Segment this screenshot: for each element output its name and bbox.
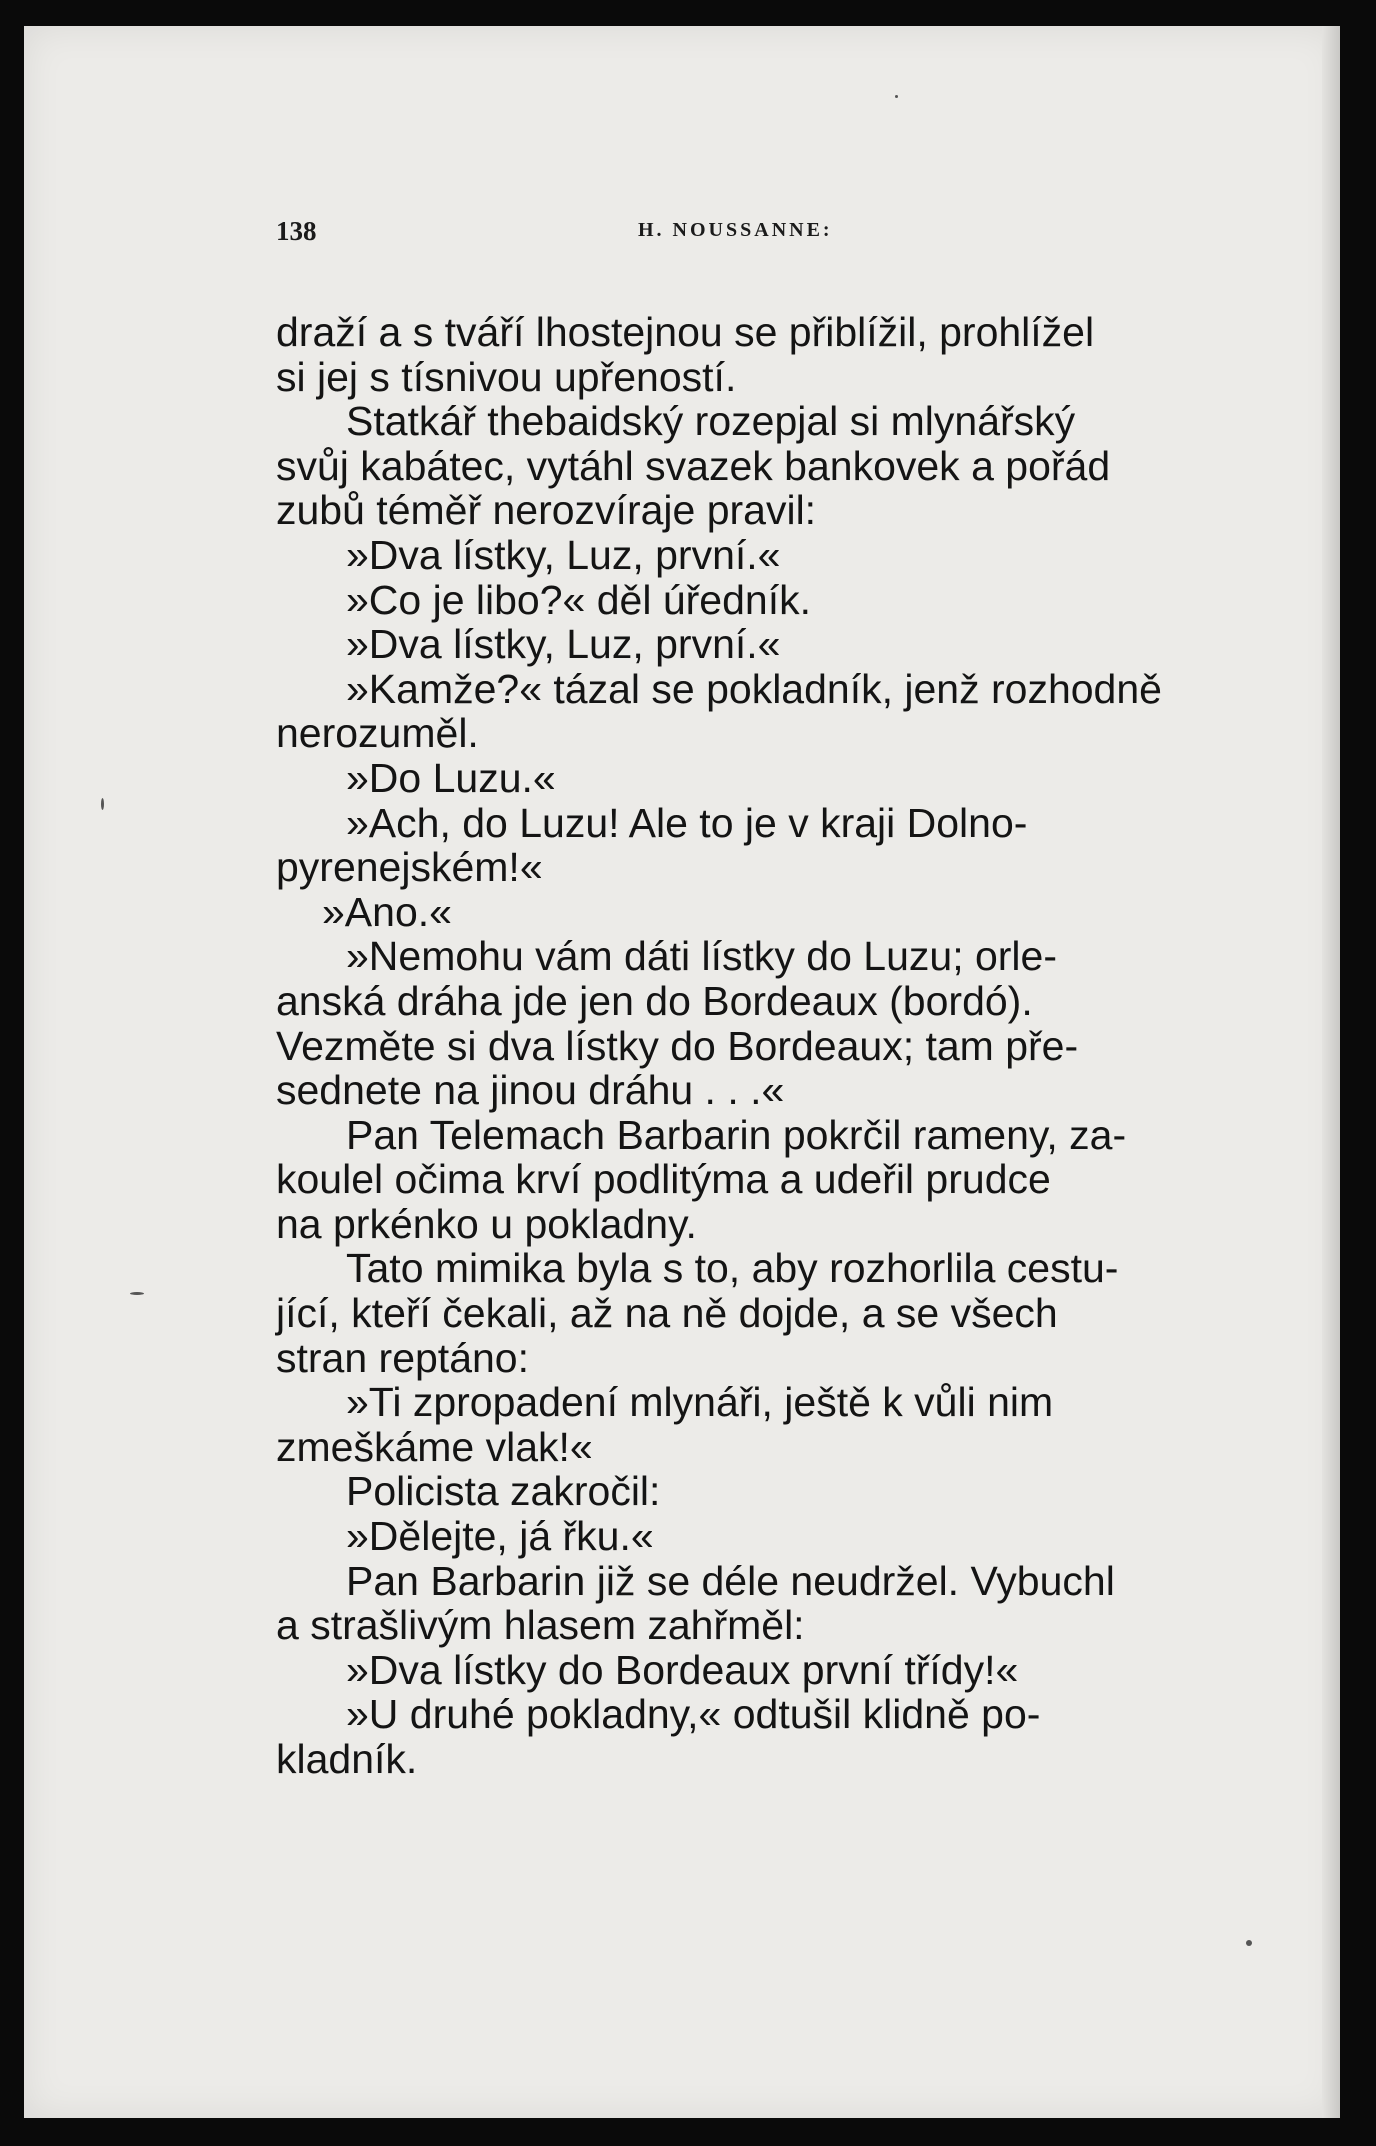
text-line: koulel očima krví podlitýma a udeřil prudce	[276, 1156, 1051, 1203]
body-text	[276, 310, 1246, 1782]
running-head: H. NOUSSANNE:	[638, 219, 833, 241]
text-line: Pan Barbarin již se déle neudržel. Vybuchl	[346, 1557, 1115, 1604]
text-line: draží a s tváří lhostejnou se přiblížil, prohlížel	[276, 309, 1095, 355]
text-line: a strašlivým hlasem zahřměl:	[276, 1602, 805, 1649]
text-line: »Ano.«	[322, 888, 452, 935]
text-line: kladník.	[276, 1736, 418, 1782]
text-line: »U druhé pokladny,« odtušil klidně po-	[346, 1691, 1041, 1738]
page-number: 138	[276, 216, 317, 246]
text-line: zmeškáme vlak!«	[276, 1423, 593, 1470]
text-line: Pan Telemach Barbarin pokrčil rameny, za-	[346, 1111, 1127, 1158]
text-line: »Co je libo?« děl úředník.	[346, 576, 811, 623]
text-line: na prkénko u pokladny.	[276, 1200, 697, 1247]
text-line: stran reptáno:	[276, 1334, 529, 1381]
text-line: jící, kteří čekali, až na ně dojde, a se všech	[276, 1290, 1058, 1337]
text-line: »Dva lístky, Luz, první.«	[346, 621, 781, 668]
text-line: zubů téměř nerozvíraje pravil:	[276, 487, 817, 534]
text-line: »Dva lístky, Luz, první.«	[346, 531, 781, 578]
text-line: »Ach, do Luzu! Ale to je v kraji Dolno-	[346, 799, 1028, 846]
text-line: Statkář thebaidský rozepjal si mlynářský	[346, 398, 1076, 445]
text-line: anská dráha jde jen do Bordeaux (bordó).	[276, 977, 1033, 1024]
paper-speck	[130, 1292, 144, 1295]
paper-speck	[1246, 1940, 1252, 1946]
text-line: »Dělejte, já řku.«	[346, 1513, 654, 1560]
text-line: sednete na jinou dráhu . . .«	[276, 1067, 785, 1114]
text-line: svůj kabátec, vytáhl svazek bankovek a pořád	[276, 442, 1111, 489]
text-line: »Kamže?« tázal se pokladník, jenž rozhodně	[346, 665, 1162, 712]
text-line: »Ti zpropadení mlynáři, ještě k vůli nim	[346, 1379, 1054, 1426]
page-edge-shadow	[1322, 26, 1340, 2118]
text-line: si jej s tísnivou upřeností.	[276, 353, 737, 400]
text-line: »Nemohu vám dáti lístky do Luzu; orle-	[346, 933, 1057, 980]
paper-speck	[101, 798, 104, 810]
text-line: Vezměte si dva lístky do Bordeaux; tam pře-	[276, 1022, 1079, 1069]
text-line: nerozuměl.	[276, 710, 479, 757]
text-line: Tato mimika byla s to, aby rozhorlila cestu-	[346, 1245, 1119, 1292]
page-header	[276, 216, 1216, 256]
text-line: pyrenejském!«	[276, 844, 543, 891]
text-line: Policista zakročil:	[346, 1468, 661, 1515]
text-line: »Dva lístky do Bordeaux první třídy!«	[346, 1646, 1019, 1693]
text-line: »Do Luzu.«	[346, 754, 556, 801]
paper-speck	[895, 95, 898, 98]
